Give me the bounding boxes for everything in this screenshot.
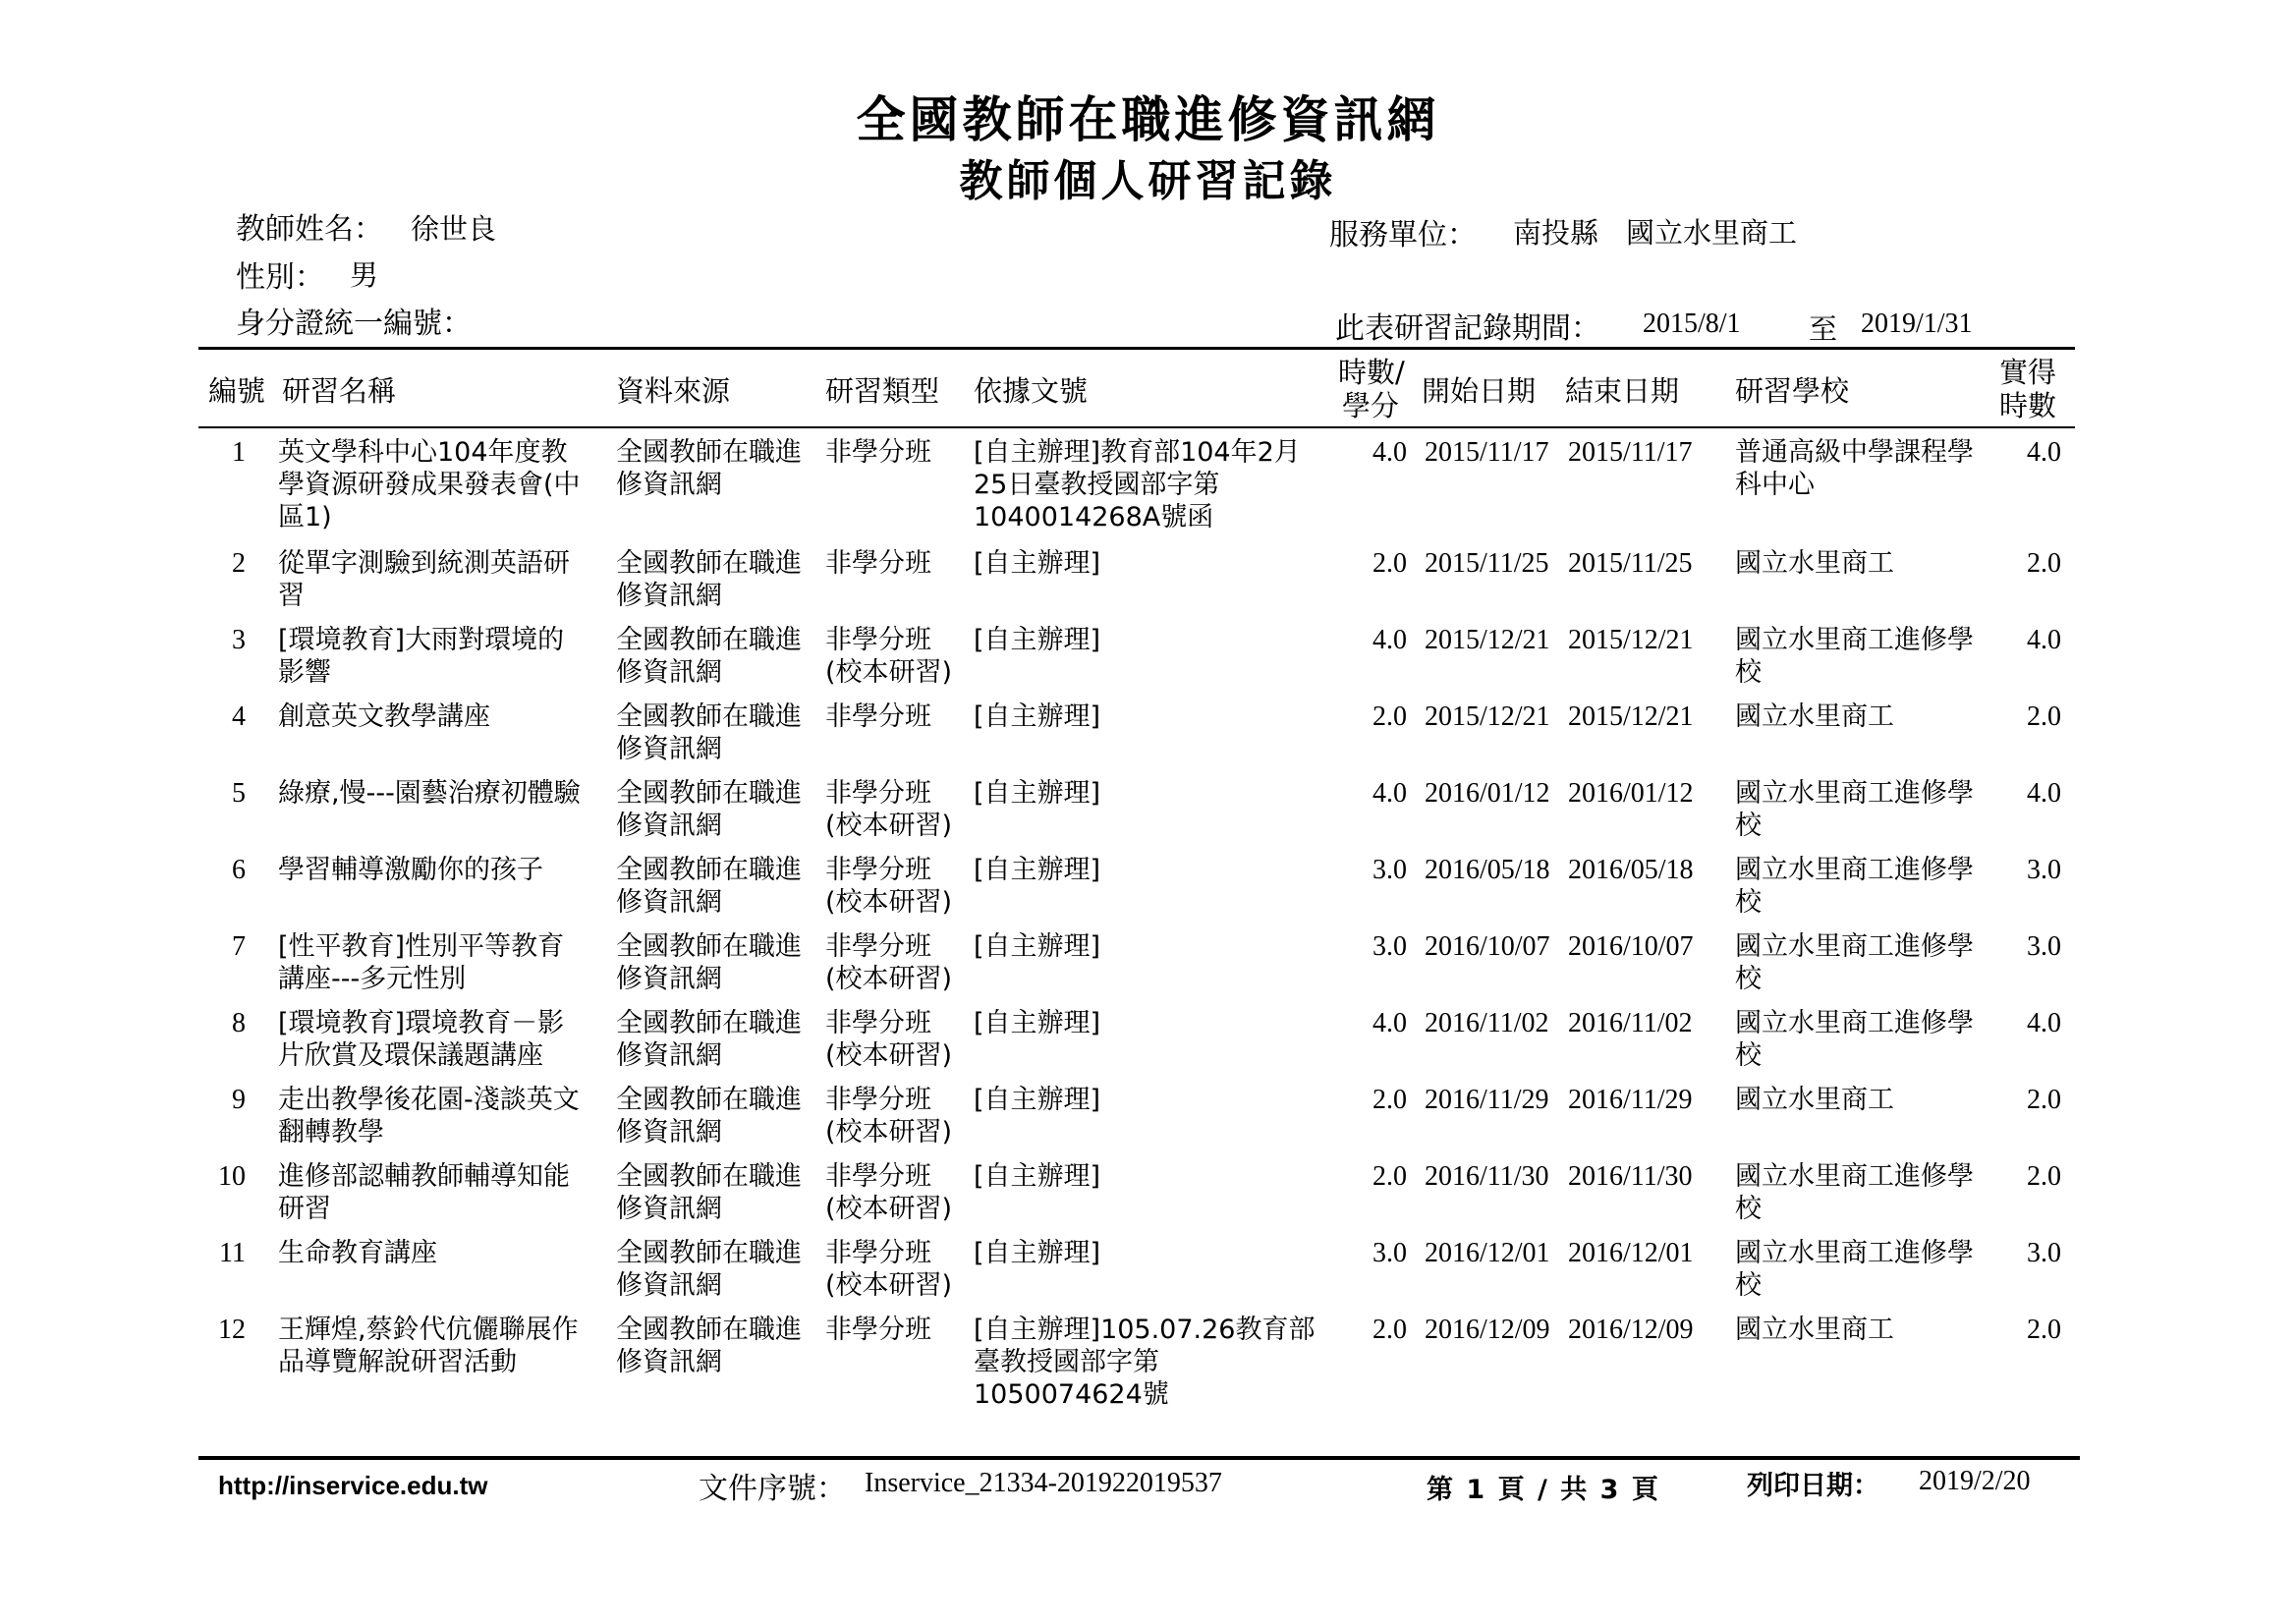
cell-doc: [自主辦理]	[974, 548, 1101, 579]
cell-type: 非學分班	[825, 701, 931, 732]
cell-name: 走出教學後花園-淺談英文翻轉教學	[278, 1085, 580, 1148]
cell-name: 從單字測驗到統測英語研習	[278, 548, 570, 611]
id-number-label: 身分證統一編號：	[236, 307, 472, 341]
cell-end: 2015/11/25	[1568, 548, 1693, 579]
cell-actual: 3.0	[2027, 931, 2061, 962]
cell-name: 英文學科中心104年度教學資源研發成果發表會(中區1)	[278, 437, 581, 532]
cell-school: 國立水里商工	[1735, 1315, 1894, 1345]
cell-start: 2016/10/07	[1425, 931, 1550, 962]
cell-school: 普通高級中學課程學科中心	[1735, 437, 1974, 500]
header-hours-line2: 學分	[1342, 389, 1400, 422]
cell-start: 2015/12/21	[1425, 701, 1550, 732]
cell-name: 綠療,慢---園藝治療初體驗	[278, 778, 581, 809]
cell-start: 2016/11/02	[1425, 1008, 1549, 1038]
cell-type: 非學分班	[825, 548, 931, 579]
cell-actual: 4.0	[2027, 778, 2061, 809]
cell-school: 國立水里商工	[1735, 1085, 1894, 1115]
cell-source: 全國教師在職進修資訊網	[616, 625, 802, 688]
cell-type: 非學分班	[825, 437, 931, 468]
header-start: 開始日期	[1422, 374, 1537, 408]
cell-doc: [自主辦理]	[974, 1008, 1101, 1038]
cell-school: 國立水里商工進修學校	[1735, 855, 1974, 918]
cell-name: 創意英文教學講座	[278, 701, 490, 732]
cell-name: 進修部認輔教師輔導知能研習	[278, 1161, 570, 1224]
cell-hours: 2.0	[1372, 548, 1407, 579]
header-name: 研習名稱	[282, 374, 397, 408]
cell-actual: 2.0	[2027, 701, 2061, 732]
page-subtitle: 教師個人研習記錄	[959, 156, 1337, 206]
cell-type: 非學分班(校本研習)	[825, 931, 953, 994]
header-hours-line1: 時數/	[1338, 356, 1405, 389]
record-period-to: 2019/1/31	[1861, 308, 1973, 339]
cell-no: 3	[232, 625, 246, 655]
cell-no: 4	[232, 701, 246, 732]
cell-doc: [自主辦理]	[974, 701, 1101, 732]
cell-actual: 2.0	[2027, 1161, 2061, 1192]
cell-hours: 2.0	[1372, 1315, 1407, 1345]
cell-end: 2015/11/17	[1568, 437, 1693, 468]
cell-hours: 2.0	[1372, 701, 1407, 732]
cell-name: [環境教育]大雨對環境的影響	[278, 625, 565, 688]
table-top-rule	[198, 347, 2075, 350]
cell-end: 2016/12/09	[1568, 1315, 1694, 1345]
cell-no: 11	[219, 1238, 246, 1268]
cell-source: 全國教師在職進修資訊網	[616, 931, 802, 994]
header-doc: 依據文號	[974, 374, 1089, 408]
cell-type: 非學分班	[825, 1315, 931, 1345]
cell-start: 2016/11/29	[1425, 1085, 1549, 1115]
cell-no: 5	[232, 778, 246, 809]
footer-url: http://inservice.edu.tw	[218, 1471, 488, 1500]
cell-no: 8	[232, 1008, 246, 1038]
cell-school: 國立水里商工進修學校	[1735, 1008, 1974, 1071]
cell-end: 2016/11/02	[1568, 1008, 1693, 1038]
cell-start: 2016/12/09	[1425, 1315, 1550, 1345]
cell-source: 全國教師在職進修資訊網	[616, 1085, 802, 1148]
cell-type: 非學分班(校本研習)	[825, 625, 953, 688]
footer-page-number: 第 1 頁 / 共 3 頁	[1427, 1475, 1658, 1505]
header-no: 編號	[208, 374, 266, 408]
cell-hours: 3.0	[1372, 855, 1407, 885]
teacher-name-value: 徐世良	[411, 212, 497, 246]
cell-actual: 2.0	[2027, 1315, 2061, 1345]
cell-source: 全國教師在職進修資訊網	[616, 778, 802, 841]
cell-no: 10	[218, 1161, 246, 1192]
cell-name: 王輝煌,蔡鈴代伉儷聯展作品導覽解說研習活動	[278, 1315, 579, 1377]
cell-no: 6	[232, 855, 246, 885]
cell-doc: [自主辦理]	[974, 1085, 1101, 1115]
cell-source: 全國教師在職進修資訊網	[616, 701, 802, 764]
cell-doc: [自主辦理]	[974, 1161, 1101, 1192]
cell-type: 非學分班(校本研習)	[825, 1085, 953, 1148]
cell-hours: 4.0	[1372, 437, 1407, 468]
header-actual-line2: 時數	[1999, 389, 2057, 422]
cell-no: 7	[232, 931, 246, 962]
cell-type: 非學分班(校本研習)	[825, 1008, 953, 1071]
cell-school: 國立水里商工進修學校	[1735, 931, 1974, 994]
cell-end: 2015/12/21	[1568, 701, 1694, 732]
footer-rule	[198, 1456, 2080, 1460]
cell-type: 非學分班(校本研習)	[825, 1238, 953, 1301]
cell-hours: 3.0	[1372, 1238, 1407, 1268]
cell-no: 1	[232, 437, 246, 468]
cell-start: 2016/12/01	[1425, 1238, 1550, 1268]
cell-doc: [自主辦理]105.07.26教育部臺教授國部字第1050074624號	[974, 1315, 1316, 1410]
cell-source: 全國教師在職進修資訊網	[616, 1238, 802, 1301]
cell-hours: 2.0	[1372, 1161, 1407, 1192]
cell-actual: 3.0	[2027, 855, 2061, 885]
cell-actual: 4.0	[2027, 1008, 2061, 1038]
cell-name: 生命教育講座	[278, 1238, 437, 1268]
cell-hours: 2.0	[1372, 1085, 1407, 1115]
cell-doc: [自主辦理]	[974, 931, 1101, 962]
header-end: 結束日期	[1565, 374, 1680, 408]
cell-doc: [自主辦理]	[974, 778, 1101, 809]
cell-doc: [自主辦理]	[974, 1238, 1101, 1268]
cell-doc: [自主辦理]	[974, 855, 1101, 885]
cell-hours: 4.0	[1372, 1008, 1407, 1038]
cell-end: 2016/05/18	[1568, 855, 1694, 885]
cell-name: [性平教育]性別平等教育講座---多元性別	[278, 931, 565, 994]
cell-school: 國立水里商工進修學校	[1735, 625, 1974, 688]
cell-actual: 2.0	[2027, 548, 2061, 579]
header-actual-line1: 實得	[1999, 356, 2057, 389]
cell-actual: 3.0	[2027, 1238, 2061, 1268]
page-title: 全國教師在職進修資訊網	[856, 90, 1440, 148]
footer-print-label: 列印日期：	[1747, 1471, 1879, 1501]
cell-hours: 3.0	[1372, 931, 1407, 962]
header-school: 研習學校	[1735, 374, 1850, 408]
cell-type: 非學分班(校本研習)	[825, 1161, 953, 1224]
cell-source: 全國教師在職進修資訊網	[616, 548, 802, 611]
cell-end: 2015/12/21	[1568, 625, 1694, 655]
service-unit-county: 南投縣	[1513, 216, 1599, 250]
cell-end: 2016/01/12	[1568, 778, 1694, 809]
cell-no: 12	[218, 1315, 246, 1345]
record-period-to-word: 至	[1809, 312, 1838, 346]
cell-end: 2016/11/29	[1568, 1085, 1693, 1115]
cell-actual: 4.0	[2027, 437, 2061, 468]
cell-hours: 4.0	[1372, 625, 1407, 655]
cell-end: 2016/12/01	[1568, 1238, 1694, 1268]
record-period-from: 2015/8/1	[1643, 308, 1741, 339]
cell-actual: 2.0	[2027, 1085, 2061, 1115]
cell-type: 非學分班(校本研習)	[825, 855, 953, 918]
cell-school: 國立水里商工進修學校	[1735, 1161, 1974, 1224]
cell-start: 2015/12/21	[1425, 625, 1550, 655]
cell-doc: [自主辦理]教育部104年2月25日臺教授國部字第1040014268A號函	[974, 437, 1301, 532]
cell-actual: 4.0	[2027, 625, 2061, 655]
cell-school: 國立水里商工	[1735, 701, 1894, 732]
cell-source: 全國教師在職進修資訊網	[616, 1315, 802, 1377]
cell-source: 全國教師在職進修資訊網	[616, 1008, 802, 1071]
cell-hours: 4.0	[1372, 778, 1407, 809]
header-source: 資料來源	[616, 374, 731, 408]
table-header-rule	[198, 426, 2075, 428]
footer-serial-value: Inservice_21334-201922019537	[865, 1468, 1222, 1498]
cell-source: 全國教師在職進修資訊網	[616, 1161, 802, 1224]
cell-name: 學習輔導激勵你的孩子	[278, 855, 543, 885]
cell-no: 2	[232, 548, 246, 579]
cell-source: 全國教師在職進修資訊網	[616, 855, 802, 918]
cell-school: 國立水里商工進修學校	[1735, 778, 1974, 841]
cell-no: 9	[232, 1085, 246, 1115]
cell-start: 2016/11/30	[1425, 1161, 1549, 1192]
gender-label: 性別：	[236, 260, 324, 295]
cell-start: 2015/11/17	[1425, 437, 1549, 468]
cell-name: [環境教育]環境教育－影片欣賞及環保議題講座	[278, 1008, 565, 1071]
cell-source: 全國教師在職進修資訊網	[616, 437, 802, 500]
service-unit-school: 國立水里商工	[1626, 216, 1798, 250]
cell-end: 2016/11/30	[1568, 1161, 1693, 1192]
cell-school: 國立水里商工	[1735, 548, 1894, 579]
record-period-label: 此表研習記錄期間：	[1335, 311, 1600, 346]
footer-serial-label: 文件序號：	[699, 1472, 846, 1506]
gender-value: 男	[350, 258, 379, 292]
footer-print-value: 2019/2/20	[1919, 1466, 2031, 1496]
cell-doc: [自主辦理]	[974, 625, 1101, 655]
cell-type: 非學分班(校本研習)	[825, 778, 953, 841]
cell-start: 2015/11/25	[1425, 548, 1549, 579]
header-type: 研習類型	[825, 374, 940, 408]
teacher-name-label: 教師姓名：	[236, 212, 383, 247]
service-unit-label: 服務單位：	[1329, 218, 1477, 252]
cell-start: 2016/05/18	[1425, 855, 1550, 885]
cell-start: 2016/01/12	[1425, 778, 1550, 809]
cell-school: 國立水里商工進修學校	[1735, 1238, 1974, 1301]
cell-end: 2016/10/07	[1568, 931, 1694, 962]
